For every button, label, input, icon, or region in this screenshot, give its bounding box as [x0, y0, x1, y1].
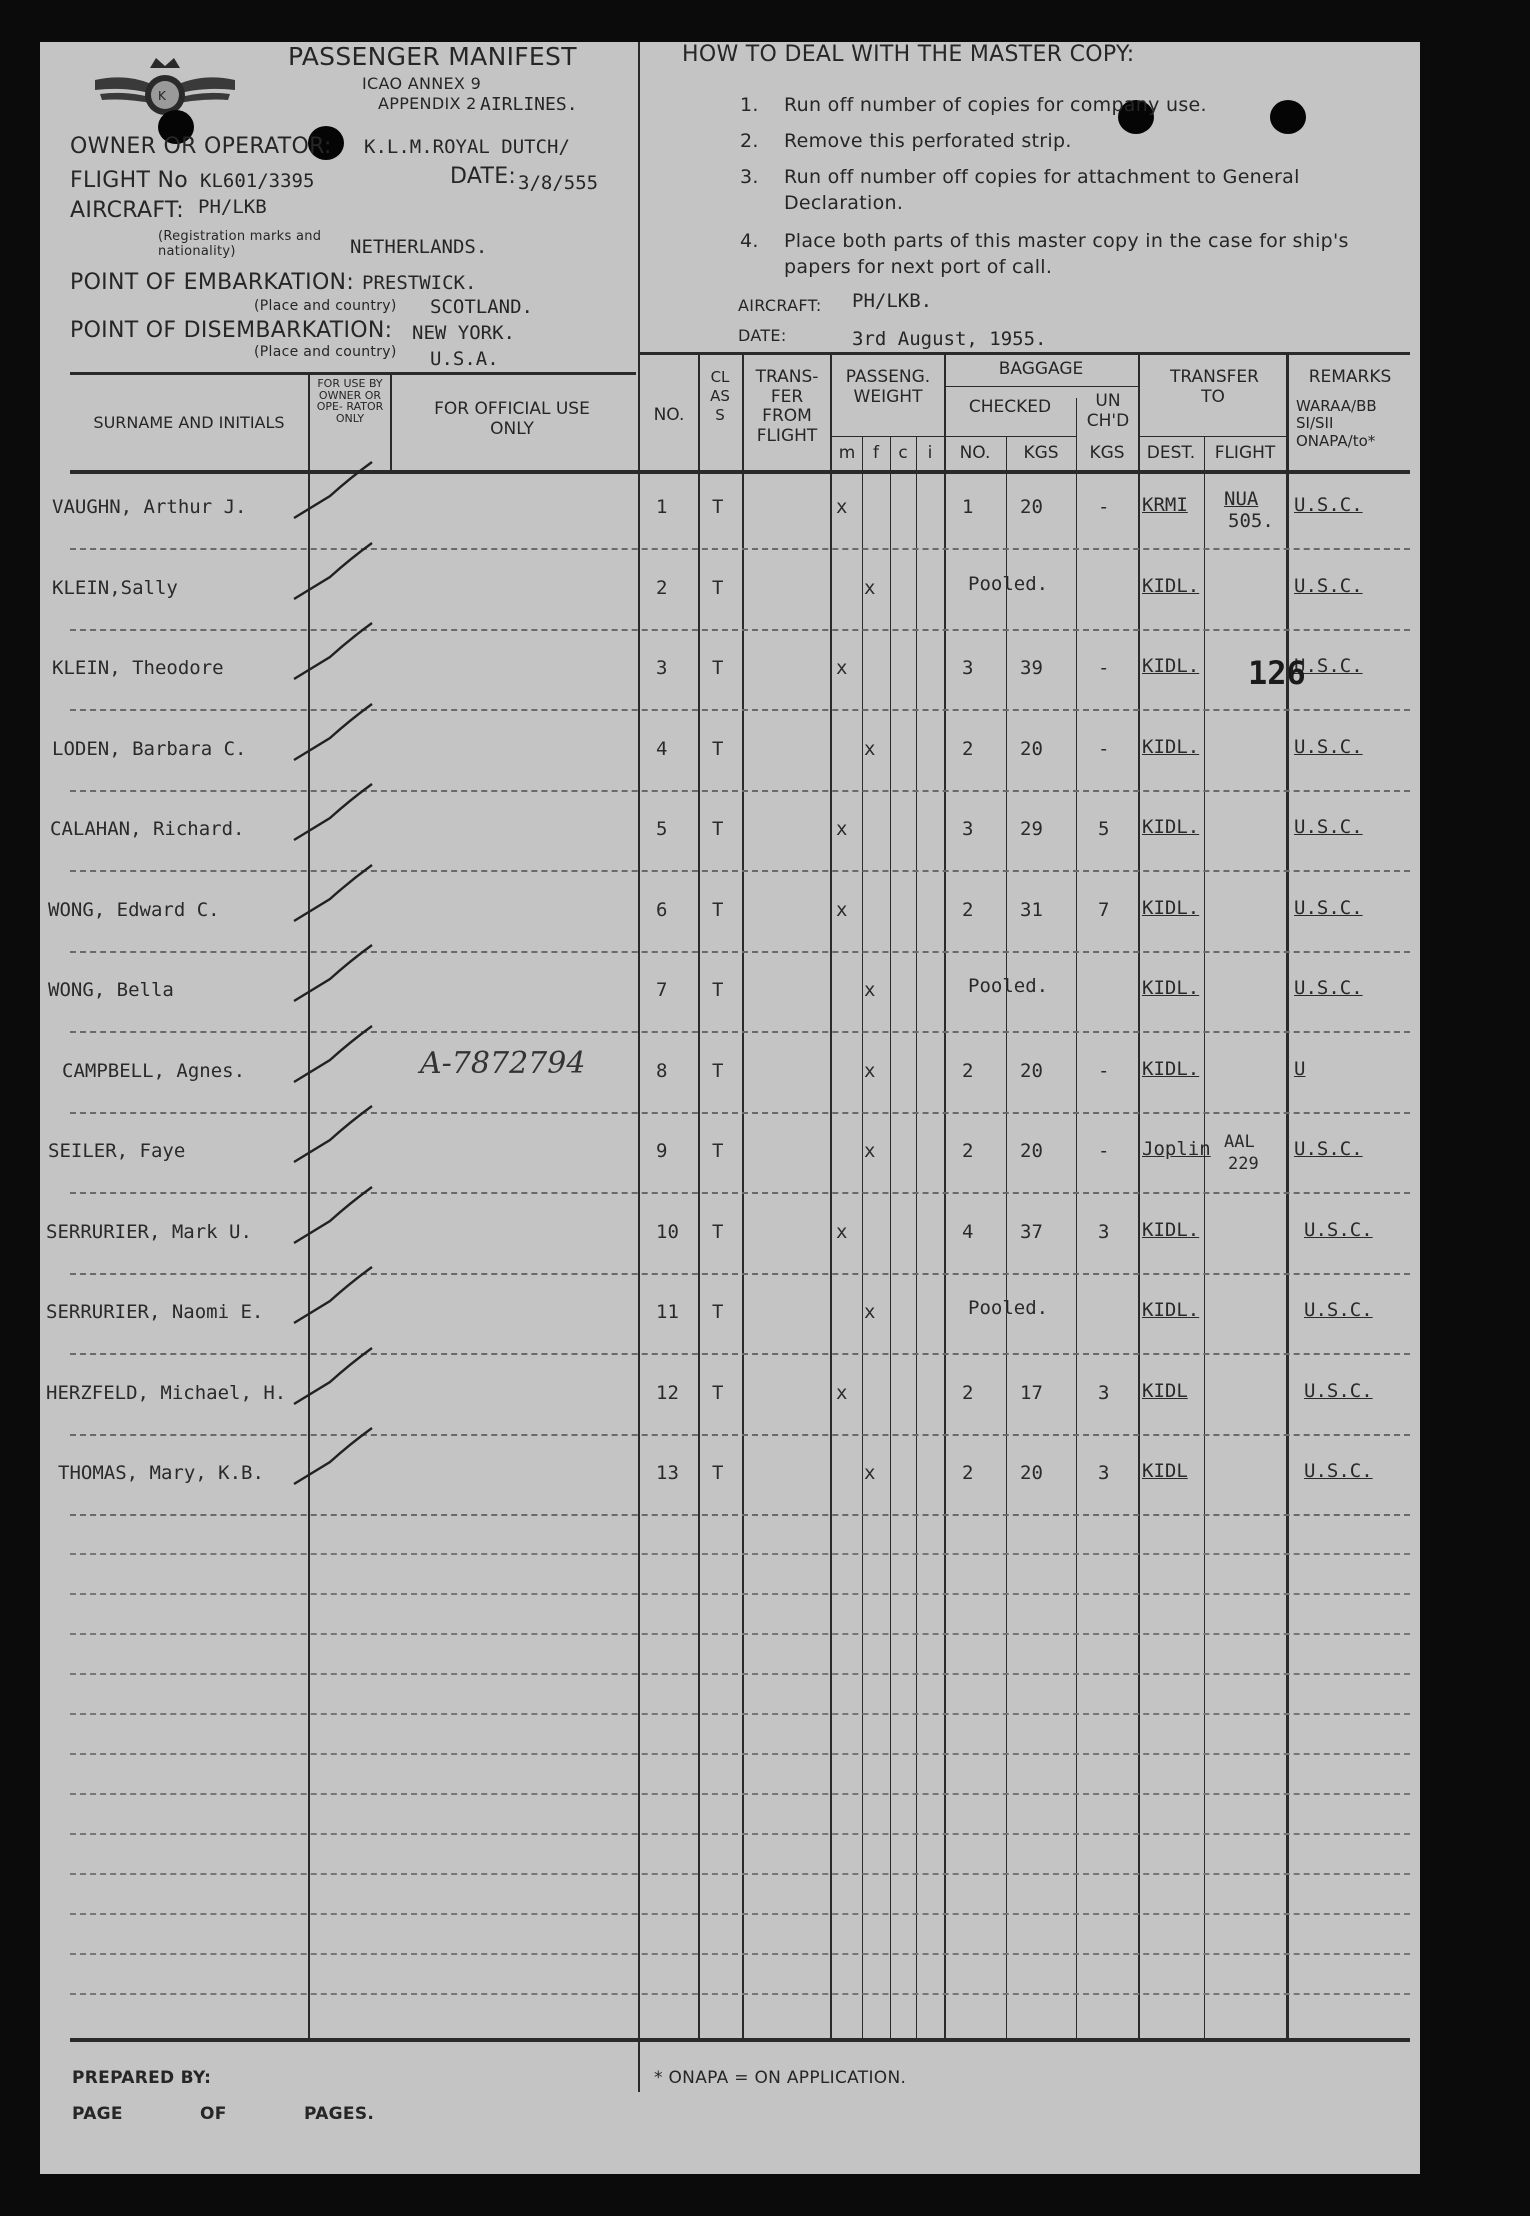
registration-note: (Registration marks and nationality): [158, 229, 322, 259]
prepared-by-label: PREPARED BY:: [72, 2068, 212, 2088]
disembarkation-note: (Place and country): [254, 344, 397, 360]
col-line: [830, 354, 832, 2040]
check-mark: [290, 698, 380, 768]
passenger-number: 6: [656, 898, 668, 921]
col-header-weight-c: c: [898, 443, 908, 463]
col-header-transfer-to: TRANSFER TO: [1170, 367, 1259, 407]
row-divider: [70, 709, 1410, 711]
unchecked-kgs: 3: [1098, 1381, 1110, 1404]
annex-label: ICAO ANNEX 9: [362, 74, 482, 93]
passenger-number: 1: [656, 496, 668, 518]
baggage-count: 2: [962, 1140, 974, 1162]
col-line: [1138, 354, 1140, 2040]
col-line: [742, 354, 744, 2040]
passenger-name: SERRURIER, Mark U.: [46, 1220, 252, 1243]
baggage-kgs: 20: [1020, 1059, 1043, 1082]
row-divider: [70, 951, 1410, 953]
aircraft-label: AIRCRAFT:: [70, 198, 184, 223]
transfer-flight-line2: 229: [1228, 1154, 1259, 1174]
remarks: U.S.C.: [1294, 896, 1363, 919]
remarks: U.S.C.: [1294, 735, 1363, 758]
row-divider: [70, 1273, 1410, 1275]
remarks: U.S.C.: [1304, 1460, 1373, 1482]
instructions-title: HOW TO DEAL WITH THE MASTER COPY:: [682, 42, 1135, 67]
check-mark: [290, 1100, 380, 1170]
col-header-passeng-weight: PASSENG. WEIGHT: [845, 367, 931, 407]
baggage-pooled: Pooled.: [968, 1297, 1049, 1319]
date-label: DATE:: [450, 164, 517, 189]
transfer-flight: NUA: [1224, 488, 1259, 510]
weight-mark: x: [836, 818, 848, 840]
passenger-number: 13: [656, 1462, 679, 1484]
instructions-aircraft-label: AIRCRAFT:: [738, 296, 822, 315]
weight-mark: x: [864, 979, 876, 1001]
passenger-class: T: [712, 1059, 724, 1082]
col-header-surname: SURNAME AND INITIALS: [93, 413, 285, 432]
row-divider: [70, 870, 1410, 872]
row-divider: [70, 790, 1410, 792]
row-divider: [70, 629, 1410, 631]
baggage-count: 4: [962, 1220, 974, 1243]
owner-label: OWNER OR OPERATOR:: [70, 134, 332, 159]
manifest-sheet: [40, 42, 1420, 2174]
checked-sub-line: [944, 436, 1076, 437]
passenger-number: 12: [656, 1381, 679, 1404]
unchecked-kgs: -: [1098, 737, 1110, 760]
baggage-kgs: 20: [1020, 1462, 1043, 1484]
flight-value: KL601/3395: [200, 170, 315, 192]
check-mark: [290, 859, 380, 929]
weight-mark: x: [864, 1059, 876, 1082]
remarks: U.S.C.: [1304, 1379, 1373, 1402]
baggage-kgs: 31: [1020, 898, 1043, 921]
instructions-date-label: DATE:: [738, 326, 787, 345]
col-header-baggage: BAGGAGE: [998, 359, 1084, 379]
instruction-text: Remove this perforated strip.: [784, 130, 1072, 152]
weight-mark: x: [864, 1301, 876, 1323]
unchecked-kgs: -: [1098, 1140, 1110, 1162]
check-mark: [290, 1342, 380, 1412]
disembarkation-value: NEW YORK.: [412, 322, 515, 344]
check-mark: [290, 537, 380, 607]
table-top-line-left: [70, 372, 636, 375]
blank-row-line: [70, 1833, 1410, 1835]
passenger-name: VAUGHN, Arthur J.: [52, 496, 247, 518]
embarkation-country: SCOTLAND.: [430, 296, 533, 318]
baggage-count: 2: [962, 1059, 974, 1082]
check-mark: [290, 456, 380, 526]
unchecked-kgs: 3: [1098, 1220, 1110, 1243]
appendix-label: APPENDIX 2: [378, 94, 477, 113]
disembarkation-country: U.S.A.: [430, 348, 499, 370]
col-header-for-use: FOR USE BY OWNER OR OPE- RATOR ONLY: [316, 377, 384, 425]
owner-value: K.L.M.ROYAL DUTCH/: [364, 136, 570, 158]
passenger-class: T: [712, 737, 724, 760]
transfer-flight: AAL: [1224, 1132, 1255, 1152]
baggage-count: 2: [962, 737, 974, 760]
table-header-bottom: [70, 470, 1410, 474]
passenger-name: CALAHAN, Richard.: [50, 818, 245, 840]
instruction-text-cont: papers for next port of call.: [784, 256, 1053, 278]
col-line: [944, 354, 946, 2040]
remarks: U.S.C.: [1294, 494, 1363, 516]
col-line-thin: [890, 436, 891, 2040]
instruction-num: 3.: [740, 166, 759, 188]
blank-row-line: [70, 1873, 1410, 1875]
weight-mark: x: [836, 657, 848, 679]
instruction-num: 4.: [740, 230, 759, 252]
row-divider: [70, 1353, 1410, 1355]
passenger-number: 4: [656, 737, 668, 760]
baggage-kgs: 29: [1020, 818, 1043, 840]
onapa-note: * ONAPA = ON APPLICATION.: [654, 2068, 907, 2088]
col-header-remarks: REMARKS: [1308, 367, 1392, 387]
passenger-name: SERRURIER, Naomi E.: [46, 1301, 264, 1323]
svg-text:K: K: [158, 89, 166, 103]
check-mark: [290, 617, 380, 687]
transfer-dest: KIDL.: [1142, 977, 1200, 999]
check-mark: [290, 1261, 380, 1331]
baggage-pooled: Pooled.: [968, 975, 1049, 997]
row-divider: [70, 1031, 1410, 1033]
passenger-class: T: [712, 1301, 724, 1323]
passenger-class: T: [712, 979, 724, 1001]
blank-row-line: [70, 1793, 1410, 1795]
baggage-kgs: 37: [1020, 1220, 1043, 1243]
col-header-bag-kgs: KGS: [1023, 443, 1059, 463]
remarks: U.S.C.: [1294, 977, 1363, 999]
baggage-kgs: 39: [1020, 657, 1043, 679]
passenger-name: CAMPBELL, Agnes.: [62, 1059, 246, 1082]
table-top-line-right: [640, 352, 1410, 355]
instruction-num: 2.: [740, 130, 759, 152]
baggage-count: 3: [962, 657, 974, 679]
col-header-weight-i: i: [927, 443, 933, 463]
row-divider: [70, 1112, 1410, 1114]
check-mark: [290, 778, 380, 848]
passenger-class: T: [712, 496, 724, 518]
baggage-count: 1: [962, 496, 974, 518]
col-header-official: FOR OFFICIAL USE ONLY: [434, 399, 590, 439]
passenger-name: THOMAS, Mary, K.B.: [58, 1462, 264, 1484]
embarkation-note: (Place and country): [254, 298, 397, 314]
check-mark: [290, 1181, 380, 1251]
flight-label: FLIGHT No: [70, 168, 189, 193]
col-header-weight-m: m: [838, 443, 856, 463]
baggage-count: 2: [962, 1462, 974, 1484]
unchecked-kgs: 7: [1098, 898, 1110, 921]
blank-row-line: [70, 1713, 1410, 1715]
col-header-unchd-kgs: KGS: [1089, 443, 1125, 463]
transfer-sub-line: [1138, 436, 1286, 437]
weight-sub-line: [830, 436, 944, 437]
transfer-dest: KIDL.: [1142, 1299, 1200, 1321]
instruction-num: 1.: [740, 94, 759, 116]
check-mark: [290, 1422, 380, 1492]
weight-mark: x: [864, 1462, 876, 1484]
punch-hole: [1270, 100, 1306, 134]
table-bottom-line: [70, 2038, 1410, 2042]
col-line: [698, 354, 700, 2040]
transfer-flight-line2: 505.: [1228, 510, 1274, 532]
passenger-number: 10: [656, 1220, 679, 1243]
blank-row-line: [70, 1953, 1410, 1955]
passenger-number: 9: [656, 1140, 668, 1162]
weight-mark: x: [836, 898, 848, 921]
passenger-number: 3: [656, 657, 668, 679]
transfer-dest: KIDL.: [1142, 574, 1200, 597]
col-header-class: CLASS: [710, 368, 730, 424]
col-line: [1286, 354, 1289, 2040]
transfer-dest: KRMI: [1142, 494, 1188, 516]
col-line-thin: [862, 436, 863, 2040]
page-label: PAGE: [72, 2104, 123, 2124]
baggage-kgs: 20: [1020, 737, 1043, 760]
row-divider: [70, 1434, 1410, 1436]
unchecked-kgs: -: [1098, 1059, 1110, 1082]
col-header-remarks-sub: WARAA/BB SI/SII ONAPA/to*: [1296, 397, 1377, 450]
blank-row-line: [70, 1913, 1410, 1915]
row-divider: [70, 1192, 1410, 1194]
passenger-class: T: [712, 1140, 724, 1162]
col-line-thin: [1006, 436, 1007, 2040]
blank-row-line: [70, 1553, 1410, 1555]
manifest-title: PASSENGER MANIFEST: [288, 42, 577, 71]
col-header-weight-f: f: [873, 443, 879, 463]
baggage-count: 2: [962, 898, 974, 921]
nationality-value: NETHERLANDS.: [350, 236, 488, 258]
weight-mark: x: [836, 496, 848, 518]
transfer-dest: KIDL: [1142, 1379, 1188, 1402]
blank-row-line: [70, 1993, 1410, 1995]
passenger-name: KLEIN,Sally: [52, 576, 178, 599]
transfer-dest: Joplin: [1142, 1138, 1211, 1160]
baggage-pooled: Pooled.: [968, 572, 1049, 595]
remarks: U.S.C.: [1304, 1218, 1373, 1241]
transfer-dest: KIDL.: [1142, 896, 1200, 919]
passenger-class: T: [712, 1462, 724, 1484]
passenger-class: T: [712, 818, 724, 840]
embarkation-label: POINT OF EMBARKATION:: [70, 270, 355, 295]
unchecked-kgs: -: [1098, 496, 1110, 518]
instruction-text: Run off number off copies for attachment to General: [784, 166, 1300, 188]
passenger-number: 8: [656, 1059, 668, 1082]
passenger-number: 11: [656, 1301, 679, 1323]
baggage-count: 2: [962, 1381, 974, 1404]
col-header-checked: CHECKED: [968, 397, 1052, 417]
of-label: OF: [200, 2104, 227, 2124]
official-use-number: A-7872794: [420, 1045, 586, 1081]
remarks: U.S.C.: [1294, 1138, 1363, 1160]
remarks: U.S.C.: [1294, 574, 1363, 597]
blank-row-line: [70, 1633, 1410, 1635]
baggage-count: 3: [962, 818, 974, 840]
baggage-kgs: 17: [1020, 1381, 1043, 1404]
passenger-name: SEILER, Faye: [48, 1140, 186, 1162]
col-line-thin: [916, 436, 917, 2040]
passenger-name: KLEIN, Theodore: [52, 657, 224, 679]
transfer-dest: KIDL.: [1142, 816, 1200, 838]
col-header-bag-no: NO.: [959, 443, 991, 463]
weight-mark: x: [864, 576, 876, 599]
transfer-dest: KIDL: [1142, 1460, 1188, 1482]
check-mark: [290, 939, 380, 1009]
transfer-dest: KIDL.: [1142, 1057, 1200, 1080]
passenger-number: 2: [656, 576, 668, 599]
weight-mark: x: [836, 1381, 848, 1404]
remarks: U.S.C.: [1294, 655, 1363, 677]
baggage-kgs: 20: [1020, 1140, 1043, 1162]
passenger-name: WONG, Bella: [48, 979, 174, 1001]
col-header-no: NO.: [653, 405, 685, 425]
unchecked-kgs: 5: [1098, 818, 1110, 840]
col-line-thin: [1204, 436, 1205, 2040]
passenger-number: 5: [656, 818, 668, 840]
passenger-class: T: [712, 657, 724, 679]
row-divider: [70, 1514, 1410, 1516]
remarks: U: [1294, 1057, 1306, 1080]
appendix-type: AIRLINES.: [480, 94, 578, 115]
blank-row-line: [70, 1753, 1410, 1755]
check-mark: [290, 1020, 380, 1090]
passenger-name: HERZFELD, Michael, H.: [46, 1381, 287, 1404]
remarks: U.S.C.: [1294, 816, 1363, 838]
passenger-class: T: [712, 576, 724, 599]
embarkation-value: PRESTWICK.: [362, 272, 477, 294]
passenger-class: T: [712, 1220, 724, 1243]
passenger-class: T: [712, 1381, 724, 1404]
passenger-class: T: [712, 898, 724, 921]
remarks: U.S.C.: [1304, 1299, 1373, 1321]
col-header-transfer-from: TRANS- FER FROM FLIGHT: [755, 367, 819, 446]
pages-label: PAGES.: [304, 2104, 375, 2124]
col-line: [390, 374, 392, 474]
aircraft-value: PH/LKB: [198, 196, 267, 218]
transfer-dest: KIDL.: [1142, 735, 1200, 758]
blank-row-line: [70, 1673, 1410, 1675]
col-header-unchd: UN CH'D: [1086, 391, 1130, 431]
instruction-text-cont: Declaration.: [784, 192, 904, 214]
perforation-line: [638, 42, 640, 2092]
disembarkation-label: POINT OF DISEMBARKATION:: [70, 318, 393, 343]
instruction-text: Run off number of copies for company use.: [784, 94, 1207, 116]
passenger-name: LODEN, Barbara C.: [52, 737, 247, 760]
transfer-dest: KIDL.: [1142, 1218, 1200, 1241]
col-header-flight: FLIGHT: [1214, 443, 1276, 463]
passenger-number: 7: [656, 979, 668, 1001]
transfer-dest: KIDL.: [1142, 655, 1200, 677]
baggage-kgs: 20: [1020, 496, 1043, 518]
unchecked-kgs: -: [1098, 657, 1110, 679]
weight-mark: x: [864, 737, 876, 760]
stamp-number: 126: [1248, 654, 1306, 692]
instructions-date-value: 3rd August, 1955.: [852, 328, 1047, 350]
blank-row-line: [70, 1593, 1410, 1595]
baggage-sub-line: [944, 386, 1138, 387]
date-value: 3/8/555: [518, 172, 599, 194]
row-divider: [70, 548, 1410, 550]
weight-mark: x: [836, 1220, 848, 1243]
instructions-aircraft-value: PH/LKB.: [852, 290, 933, 312]
passenger-name: WONG, Edward C.: [48, 898, 220, 921]
weight-mark: x: [864, 1140, 876, 1162]
col-header-dest: DEST.: [1146, 443, 1196, 463]
instruction-text: Place both parts of this master copy in the case for ship's: [784, 230, 1349, 252]
unchecked-kgs: 3: [1098, 1462, 1110, 1484]
